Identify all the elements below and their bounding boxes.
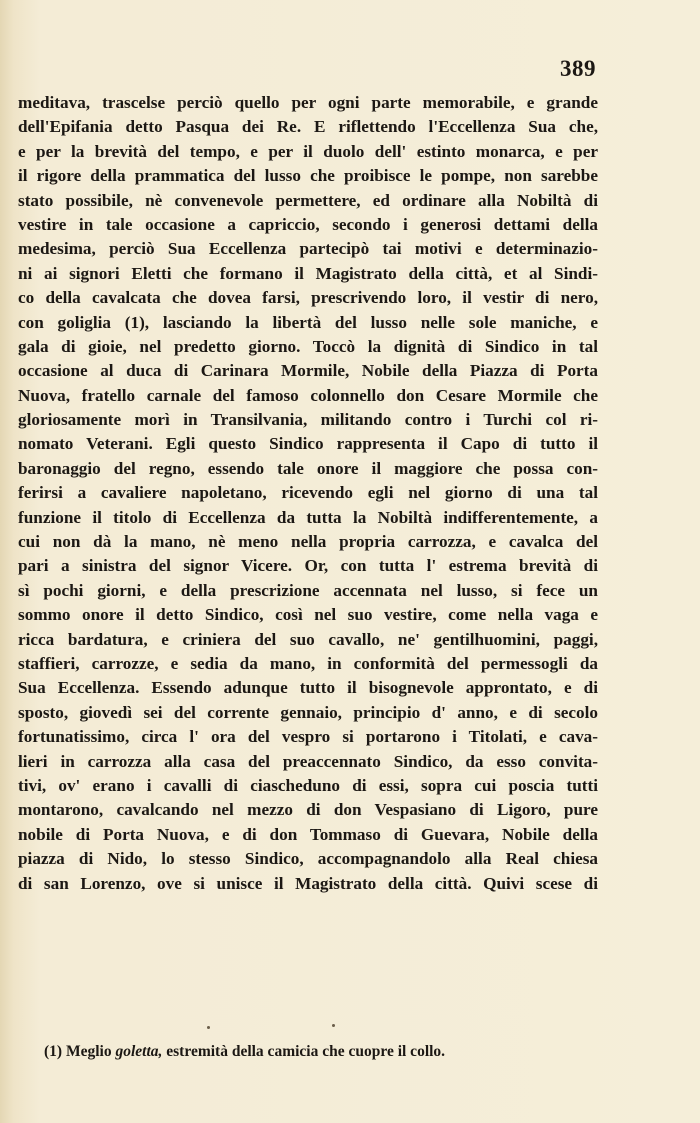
text-line: co della cavalcata che dovea farsi, prescrivendo loro, il vestir di nero, [18, 288, 598, 308]
text-line: piazza di Nido, lo stesso Sindico, accompagnandolo alla Real chiesa [18, 849, 598, 869]
text-line: staffieri, carrozze, e sedia da mano, in conformità del permessogli da [18, 653, 598, 673]
text-line: dell'Epifania detto Pasqua dei Re. E riflettendo l'Eccellenza Sua che, [18, 117, 598, 137]
text-line: gloriosamente morì in Transilvania, militando contro i Turchi col ri- [18, 410, 598, 430]
text-line: ni ai signori Eletti che formano il Magistrato della città, et al Sindi- [18, 263, 598, 283]
text-line: nobile di Porta Nuova, e di don Tommaso di Guevara, Nobile della [18, 824, 598, 844]
footnote-text: estremità della camicia che cuopre il collo. [166, 1043, 446, 1060]
text-line: baronaggio del regno, essendo tale onore il maggiore che possa con- [18, 458, 598, 478]
text-line: ricca bardatura, e criniera del suo cavallo, ne' gentilhuomini, paggi, [18, 629, 598, 649]
text-line: ferirsi a cavaliere napoletano, ricevendo egli nel giorno di una tal [18, 483, 598, 503]
text-line: fortunatissimo, circa l' ora del vespro si portarono i Titolati, e cava- [18, 727, 598, 747]
ink-speck [332, 1024, 335, 1027]
text-line: Sua Eccellenza. Essendo adunque tutto il bisognevole approntato, e di [18, 678, 598, 698]
footnote [44, 1043, 564, 1061]
text-line: occasione al duca di Carinara Mormile, Nobile della Piazza di Porta [18, 361, 598, 381]
body-text [18, 91, 598, 896]
text-line: montarono, cavalcando nel mezzo di don Vespasiano di Ligoro, pure [18, 800, 598, 820]
text-line: nomato Veterani. Egli questo Sindico rappresenta il Capo di tutto il [18, 434, 598, 454]
text-line: tivi, ov' erano i cavalli di ciascheduno di essi, sopra cui poscia tutti [18, 775, 598, 795]
text-line: con goliglia (1), lasciando la libertà del lusso nelle sole maniche, e [18, 312, 598, 332]
text-line: stato possibile, nè convenevole permettere, ed ordinare alla Nobiltà di [18, 190, 598, 210]
text-line: sposto, giovedì sei del corrente gennaio, principio d' anno, e di secolo [18, 702, 598, 722]
text-line: sì pochi giorni, e della prescrizione accennata nel lusso, si fece un [18, 580, 598, 600]
text-line: gala di gioie, nel predetto giorno. Toccò la dignità di Sindico in tal [18, 336, 598, 356]
text-line: vestire in tale occasione a capriccio, secondo i generosi dettami della [18, 214, 598, 234]
page-number: 389 [560, 56, 596, 81]
ink-speck [207, 1026, 210, 1029]
text-line: meditava, trascelse perciò quello per ogni parte memorabile, e grande [18, 93, 598, 112]
text-line: funzione il titolo di Eccellenza da tutta la Nobiltà indifferentemente, a [18, 507, 598, 527]
text-line: e per la brevità del tempo, e per il duolo dell' estinto monarca, e per [18, 141, 598, 161]
text-line: pari a sinistra del signor Vicere. Or, con tutta l' estrema brevità di [18, 556, 598, 576]
text-line: di san Lorenzo, ove si unisce il Magistrato della città. Quivi scese di [18, 873, 598, 893]
text-line: lieri in carrozza alla casa del preaccennato Sindico, da esso convita- [18, 751, 598, 771]
text-line: cui non dà la mano, nè meno nella propria carrozza, e cavalca del [18, 532, 598, 552]
text-line: sommo onore il detto Sindico, così nel suo vestire, come nella vaga e [18, 605, 598, 625]
text-line: Nuova, fratello carnale del famoso colonnello don Cesare Mormile che [18, 385, 598, 405]
text-line: medesima, perciò Sua Eccellenza partecipò tai motivi e determinazio- [18, 239, 598, 259]
footnote-marker: (1) Meglio [44, 1043, 112, 1060]
footnote-term: goletta, [115, 1043, 163, 1060]
text-line: il rigore della prammatica del lusso che proibisce le pompe, non sarebbe [18, 166, 598, 186]
